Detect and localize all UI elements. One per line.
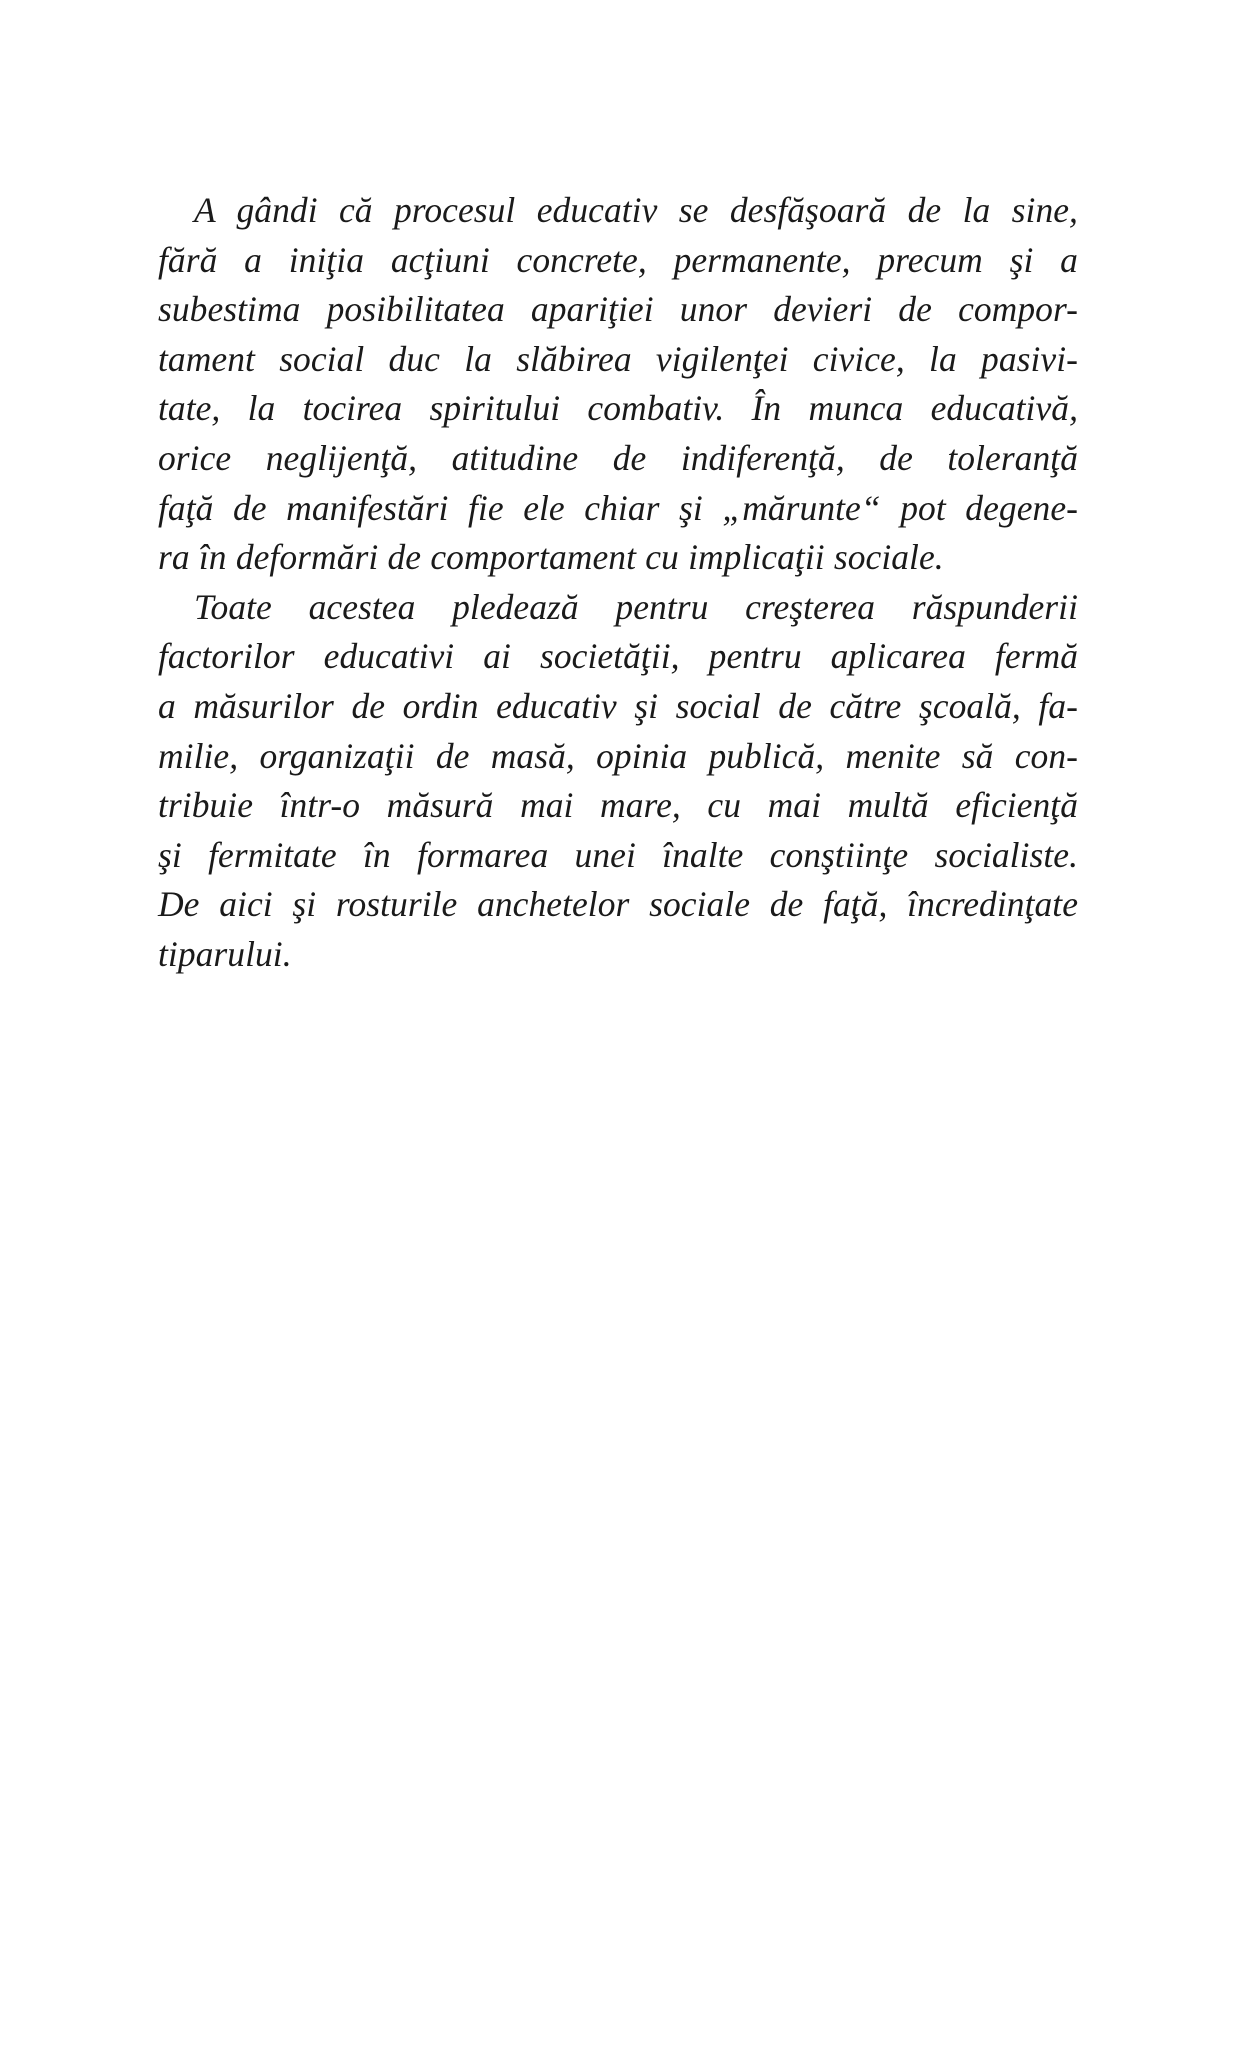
paragraph-2 xyxy=(158,583,1078,980)
text-line: orice neglijenţă, atitudine de indiferenţă, de toleranţă xyxy=(158,437,1078,478)
text-line: tate, la tocirea spiritului combativ. În munca educativă, xyxy=(158,388,1078,429)
text-line: milie, organizaţii de masă, opinia publică, menite să con- xyxy=(158,735,1078,776)
text-line: Toate acestea pledează pentru creşterea răspunderii xyxy=(194,586,1078,627)
text-line: fără a iniţia acţiuni concrete, permanente, precum şi a xyxy=(158,239,1078,280)
text-line: şi fermitate în formarea unei înalte conştiinţe socialiste. xyxy=(158,834,1078,875)
text-line: A gândi că procesul educativ se desfăşoară de la sine, xyxy=(194,190,1078,230)
text-line: factorilor educativi ai societăţii, pentru aplicarea fermă xyxy=(158,636,1078,677)
text-line: subestima posibilitatea apariţiei unor devieri de compor- xyxy=(158,289,1078,330)
text-line: a măsurilor de ordin educativ şi social de către şcoală, fa- xyxy=(158,685,1078,726)
text-line: tiparului. xyxy=(158,933,292,974)
paragraph-1 xyxy=(158,186,1078,583)
text-line: tament social duc la slăbirea vigilenţei civice, la pasivi- xyxy=(158,338,1078,379)
text-line: faţă de manifestări fie ele chiar şi „mărunte“ pot degene- xyxy=(158,487,1078,528)
text-line: tribuie într-o măsură mai mare, cu mai multă eficienţă xyxy=(158,785,1078,826)
body-text-block xyxy=(158,186,1078,980)
text-line: De aici şi rosturile anchetelor sociale de faţă, încredinţate xyxy=(158,884,1078,925)
text-line: ra în deformări de comportament cu implicaţii sociale. xyxy=(158,537,944,578)
